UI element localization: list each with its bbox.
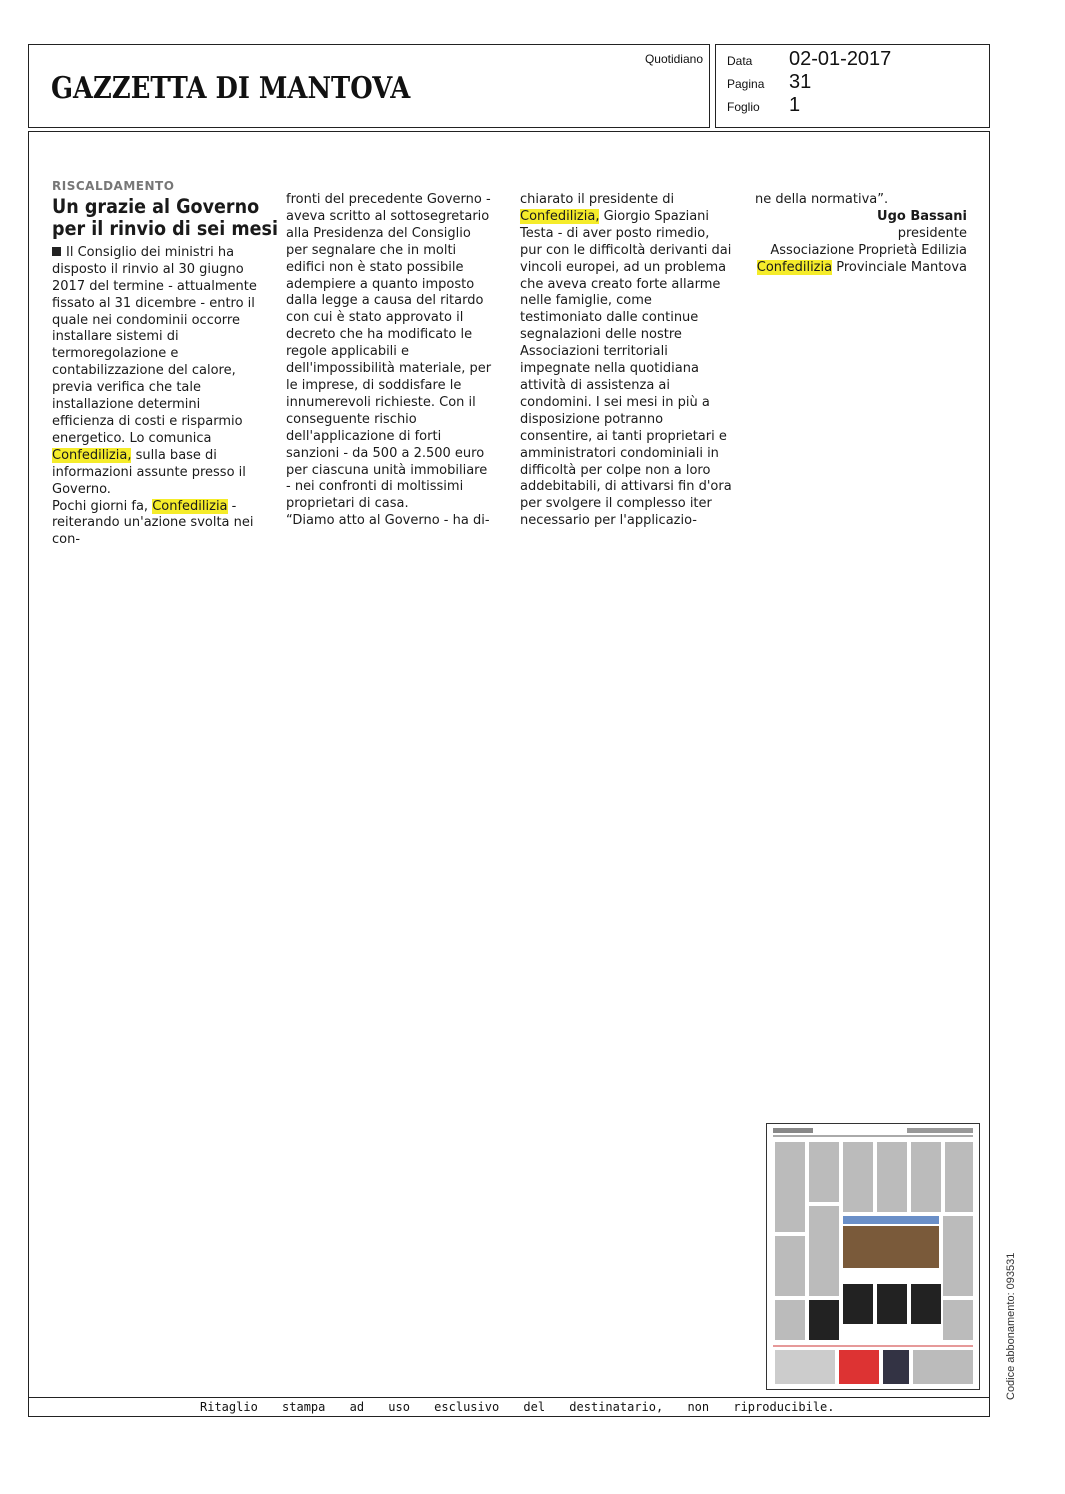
header-masthead-box: [28, 44, 710, 128]
article-column-4: [755, 192, 967, 277]
article-column-1: [52, 178, 278, 549]
subscription-code: Codice abbonamento: 093531: [1005, 1252, 1017, 1400]
signature-org-2: Confedilizia Provinciale Mantova: [756, 259, 967, 275]
column-2-quote-start: “Diamo atto al Governo - ha di-: [286, 513, 490, 529]
header-meta-box: [715, 44, 990, 128]
kicker: RISCALDAMENTO: [52, 179, 175, 193]
column-4-text: ne della normativa”.: [755, 192, 889, 207]
masthead: GAZZETTA DI MANTOVA: [51, 71, 411, 106]
publication-type: Quotidiano: [644, 52, 703, 66]
article-column-3: [520, 192, 732, 530]
article-column-2: [286, 192, 496, 530]
page-label: Pagina: [727, 77, 765, 91]
headline-line-1: Un grazie al Governo: [52, 194, 260, 218]
page-thumbnail-image: [767, 1124, 979, 1389]
bullet-icon: [52, 247, 61, 256]
headline-line-2: per il rinvio di sei mesi: [52, 216, 278, 240]
paragraph-2: Pochi giorni fa, Confedilizia - reiterando un'azione svolta nei con-: [52, 498, 254, 548]
footer-rule: [28, 1397, 990, 1398]
signature-org: Associazione Proprietà Edilizia: [770, 242, 967, 258]
signature-role: presidente: [897, 225, 967, 241]
highlight-confedilizia: Confedilizia: [756, 259, 833, 275]
paragraph-1: Il Consiglio dei ministri ha disposto il rinvio al 30 giugno 2017 del termine - attualmente fissato al 31 dicembre - entro il quale nei condominii occorre installare sistemi di termoregolazione e contabilizzazione del calore, previa verifica che tale installazione determini efficienza di costi e risparmio energetico. Lo comunica Confedilizia, sulla base di informazioni assunte presso il Governo.: [52, 244, 257, 497]
sheet-value: 1: [789, 94, 801, 116]
highlight-confedilizia: Confedilizia: [152, 498, 228, 514]
page-thumbnail: [766, 1123, 980, 1390]
signature-name: Ugo Bassani: [877, 208, 967, 224]
footer-notice: Ritaglio stampa ad uso esclusivo del destinatario, non riproducibile.: [200, 1400, 835, 1414]
date-label: Data: [727, 54, 753, 68]
highlight-confedilizia: Confedilizia,: [52, 447, 132, 463]
date-value: 02-01-2017: [789, 48, 892, 70]
sheet-label: Foglio: [727, 100, 760, 114]
column-2-text: fronti del precedente Governo - aveva scritto al sottosegretario alla Presidenza del Consiglio per segnalare che in molti edifici non è stato possibile adempiere a quanto imposto dalla legge a causa del ritardo con cui è stato approvato il decreto che ha modificato le regole applicabili e dell'impossibilità materiale, per le imprese, di soddisfare le innumerevoli richieste. Con il conseguente rischio dell'applicazione di forti sanzioni - da 500 a 2.500 euro per ciascuna unità immobiliare - nei confronti di moltissimi proprietari di casa.: [286, 192, 492, 512]
highlight-confedilizia: Confedilizia,: [520, 208, 600, 224]
page-value: 31: [789, 71, 812, 93]
column-3-text: chiarato il presidente di Confedilizia, Giorgio Spaziani Testa - di aver posto rimedio, pur con le difficoltà derivanti dai vincoli europei, ad un problema che aveva creato forte allarme nelle famiglie, come testimoniato dalle continue segnalazioni delle nostre Associazioni territoriali impegnate nella quotidiana attività di assistenza ai condomini. I sei mesi in più a disposizione potranno consentire, ai tanti proprietari e amministratori condominiali in difficoltà per colpe non a loro addebitabili, di attivarsi fin d'ora per svolgere il complesso iter necessario per l'applicazio-: [520, 192, 732, 529]
